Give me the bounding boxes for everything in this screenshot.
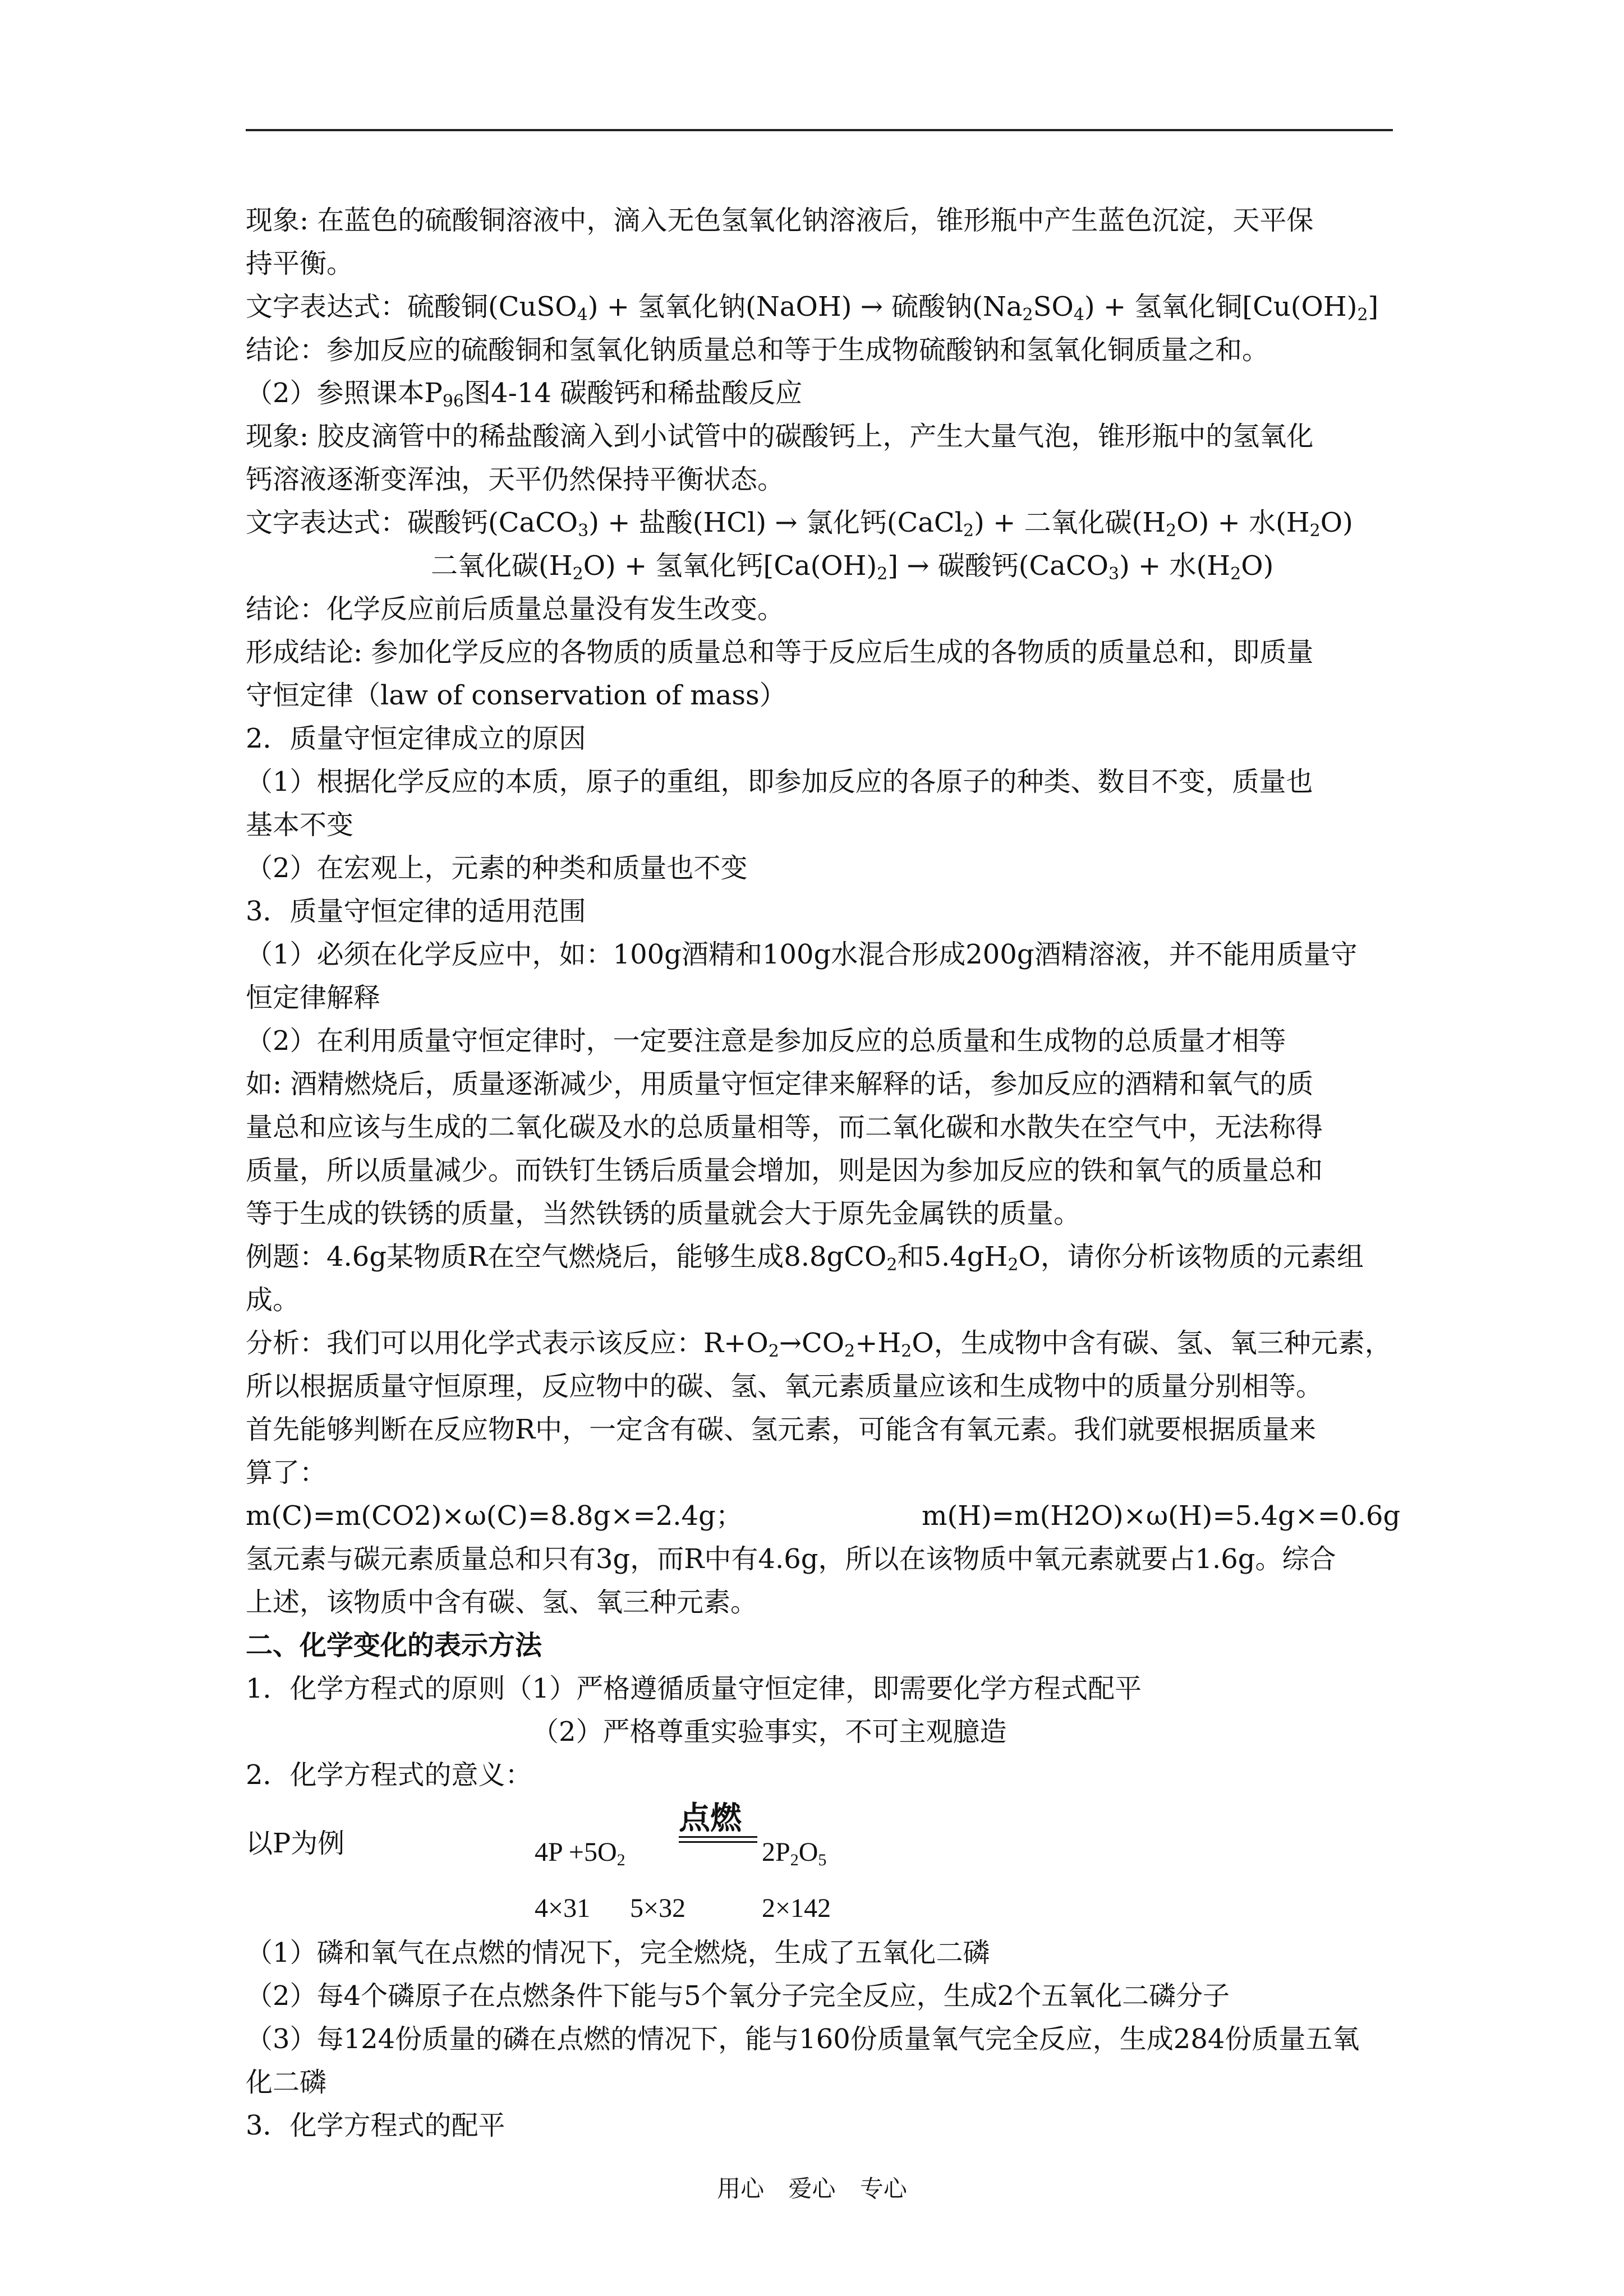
word-equation-line: 二氧化碳$(H_2O)$ + 氢氧化钙$[Ca(OH)_2]$ → 碳酸钙(CaCO$_3$) + 水$(H_2O)$	[431, 550, 1274, 584]
word-equation-line: 文字表达式：碳酸钙(CaCO$_3$) + 盐酸(HCl) → 氯化钙(CaCl$_2$) + 二氧化碳$(H_2O)$ + 水$(H_2O)$	[246, 507, 1353, 541]
text-line: 量总和应该与生成的二氧化碳及水的总质量相等，而二氧化碳和水散失在空气中，无法称得	[246, 1112, 1323, 1143]
text-line: 形成结论: 参加化学反应的各物质的质量总和等于反应后生成的各物质的质量总和，即质量	[246, 637, 1314, 668]
text-line: （2）参照课本$P_{96}$图4-14 碳酸钙和稀盐酸反应	[246, 377, 803, 411]
section-heading: 二、化学变化的表示方法	[246, 1630, 542, 1661]
text-line: 现象: 在蓝色的硫酸铜溶液中，滴入无色氢氧化钠溶液后，锥形瓶中产生蓝色沉淀，天平保	[246, 205, 1314, 236]
word-equation-line: 文字表达式：硫酸铜(CuSO$_4$) + 氢氧化钠(NaOH) → 硫酸钠$(Na_2SO_4)$ + 氢氧化铜$[Cu(OH)_2]$	[246, 291, 1379, 325]
text-line: 持平衡。	[246, 248, 354, 279]
text-line: （1）必须在化学反应中，如：100g酒精和100g水混合形成200g酒精溶液，并不能用质量守	[246, 939, 1358, 970]
text-line: 如: 酒精燃烧后，质量逐渐减少，用质量守恒定律来解释的话，参加反应的酒精和氧气的质	[246, 1068, 1314, 1100]
mass-ratio-row	[246, 1887, 1401, 1931]
document-body	[246, 199, 1401, 2147]
section-heading: 3．质量守恒定律的适用范围	[246, 896, 586, 927]
text-line: （1）根据化学反应的本质，原子的重组，即参加反应的各原子的种类、数目不变，质量也	[246, 766, 1313, 797]
text-line: 上述，该物质中含有碳、氢、氧三种元素。	[246, 1587, 758, 1618]
equals-sign	[679, 1836, 757, 1846]
text-line: 结论：参加反应的硫酸铜和氢氧化钠质量总和等于生成物硫酸钠和氢氧化铜质量之和。	[246, 334, 1269, 366]
text-line: （2）在利用质量守恒定律时，一定要注意是参加反应的总质量和生成物的总质量才相等	[246, 1025, 1286, 1057]
text-line: 化二磷	[246, 2067, 327, 2098]
equation-lead: 以P为例	[246, 1828, 345, 1859]
text-line: 质量，所以质量减少。而铁钉生锈后质量会增加，则是因为参加反应的铁和氧气的质量总和	[246, 1155, 1323, 1186]
text-line: 守恒定律（law of conservation of mass）	[246, 680, 786, 711]
text-line: 基本不变	[246, 809, 354, 841]
text-line: 现象: 胶皮滴管中的稀盐酸滴入到小试管中的碳酸钙上，产生大量气泡，锥形瓶中的氢氧化	[246, 421, 1314, 452]
text-line: （2）每4个磷原子在点燃条件下能与5个氧分子完全反应，生成2个五氧化二磷分子	[246, 1980, 1230, 2012]
text-line: （1）磷和氧气在点燃的情况下，完全燃烧，生成了五氧化二磷	[246, 1937, 990, 1968]
text-line: （2）严格尊重实验事实，不可主观臆造	[532, 1716, 1007, 1748]
text-line: 钙溶液逐渐变浑浊，天平仍然保持平衡状态。	[246, 464, 785, 495]
equation-products: $2P_2O_5$	[762, 1837, 827, 1869]
chemical-equation	[246, 1797, 1401, 1887]
example-line: 例题：4.6g某物质R在空气燃烧后，能够生成8.8gCO$_2$和$5.4gH_2O$，请你分析该物质的元素组	[246, 1241, 1364, 1275]
page-footer: 用心 爱心 专心	[717, 2175, 907, 2202]
text-line: 成。	[246, 1284, 300, 1316]
header-rule	[246, 129, 1393, 131]
reaction-condition: 点燃	[679, 1800, 742, 1837]
section-heading: 2．质量守恒定律成立的原因	[246, 723, 586, 754]
hydrogen-calculation: m(H)=m(H2O)×ω(H)=5.4g×=0.6g	[922, 1500, 1401, 1532]
text-line: （3）每124份质量的磷在点燃的情况下，能与160份质量氧气完全反应，生成284份质量五氧	[246, 2023, 1360, 2055]
mass-product: 2×142	[762, 1893, 831, 1923]
text-line: 1．化学方程式的原则（1）严格遵循质量守恒定律，即需要化学方程式配平	[246, 1673, 1142, 1704]
mass-oxygen: 5×32	[630, 1893, 686, 1923]
equation-reactants: $4P +5O_2$	[535, 1837, 625, 1869]
text-line: （2）在宏观上，元素的种类和质量也不变	[246, 852, 748, 884]
text-line: 算了：	[246, 1457, 327, 1488]
analysis-line: 分析：我们可以用化学式表示该反应：$R+O_2\to CO_2+H_2O$，生成物中含有碳、氢、氧三种元素，	[246, 1327, 1392, 1361]
mass-phosphorus: 4×31	[535, 1893, 591, 1923]
carbon-calculation: m(C)=m(CO2)×ω(C)=8.8g×=2.4g；	[246, 1500, 743, 1532]
text-line: 氢元素与碳元素质量总和只有3g，而R中有4.6g，所以在该物质中氧元素就要占1.6g。综合	[246, 1543, 1336, 1575]
text-line: 恒定律解释	[246, 982, 381, 1013]
text-line: 2．化学方程式的意义：	[246, 1759, 532, 1791]
calculation-line	[246, 1495, 1401, 1538]
text-line: 结论：化学反应前后质量总量没有发生改变。	[246, 593, 785, 625]
text-line: 等于生成的铁锈的质量，当然铁锈的质量就会大于原先金属铁的质量。	[246, 1198, 1081, 1229]
text-line: 首先能够判断在反应物R中，一定含有碳、氢元素，可能含有氧元素。我们就要根据质量来	[246, 1414, 1317, 1445]
section-heading: 3．化学方程式的配平	[246, 2110, 505, 2141]
text-line: 所以根据质量守恒原理，反应物中的碳、氢、氧元素质量应该和生成物中的质量分别相等。	[246, 1371, 1323, 1402]
